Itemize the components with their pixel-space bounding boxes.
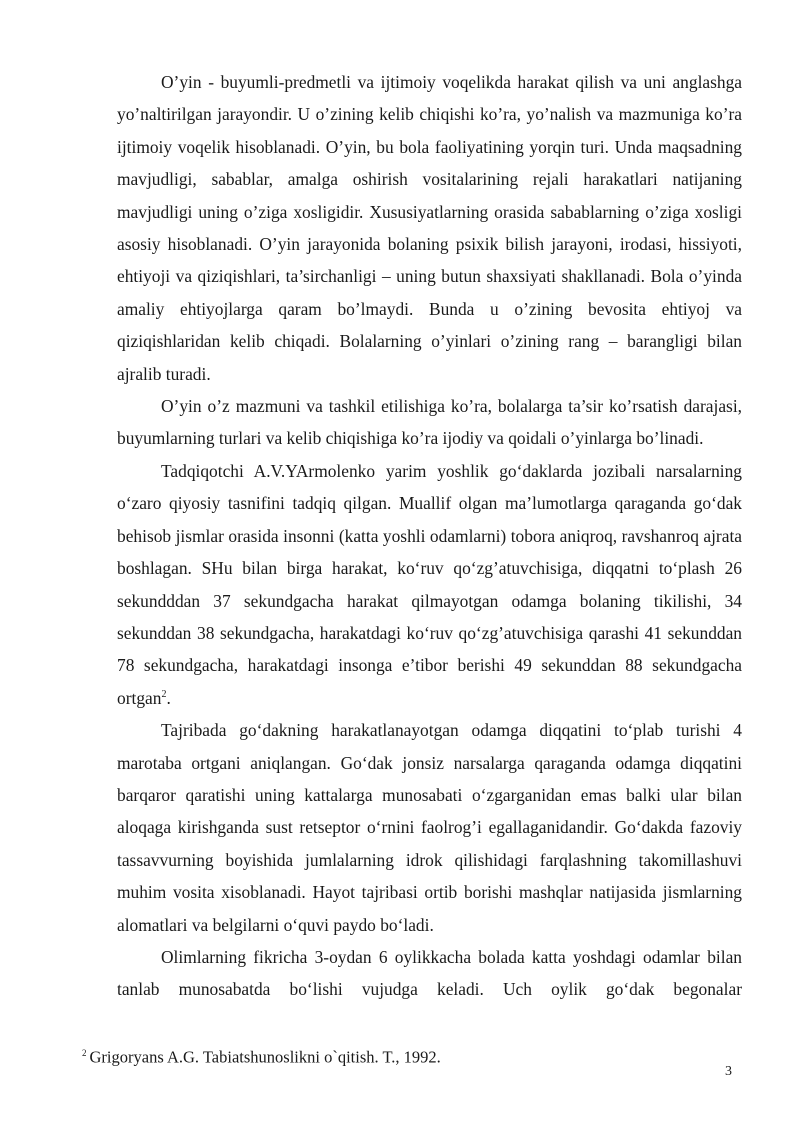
- footnote-mark: 2: [82, 1048, 87, 1058]
- page-number: 3: [725, 1064, 732, 1079]
- paragraph-1-text: O’yin - buyumli-predmetli va ijtimoiy voqelikda harakat qilish va uni anglashga yo’naltirilgan jarayondir. U o’zining kelib chiqishi ko’ra, yo’nalish va mazmuniga ko’ra ijtimoiy voqelik hisoblanadi. O’yin, bu bola faoliyatining yorqin turi. Unda maqsadning mavjudligi, sabablar, amalga oshirish vositalarining rejali harakatlari natijaning mavjudligi uning o’ziga xosligidir. Xususiyatlarning orasida sabablarning o’ziga xosligi asosiy hisoblanadi. O’yin jarayonida bolaning psixik bilish jarayoni, irodasi, hissiyoti, ehtiyoji va qiziqishlari, ta’sirchanligi – uning butun shaxsiyati shakllanadi. Bola o’yinda amaliy ehtiyojlarga qaram bo’lmaydi. Bunda u o’zining bevosita ehtiyoj va qiziqishlaridan kelib chiqadi. Bolalarning o’yinlari o’zining rang – barangligi bilan ajralib turadi.: [117, 72, 742, 384]
- paragraph-5: [117, 941, 742, 1006]
- paragraph-4: [117, 714, 742, 941]
- paragraph-4-text: Tajribada go‘dakning harakatlanayotgan odamga diqqatini to‘plab turishi 4 marotaba ortgani aniqlangan. Go‘dak jonsiz narsalarga qaraganda odamga diqqatini barqaror qaratishi uning kattalarga munosabati o‘zgarganidan emas balki ular bilan aloqaga kirishganda sust retseptor o‘rnini faolrog’i egallaganidandir. Go‘dakda fazoviy tassavvurning boyishida jumlalarning idrok qilishidagi farqlashning takomillashuvi muhim vosita xisoblanadi. Hayot tajribasi ortib borishi mashqlar natijasida jismlarning alomatlari va belgilarni o‘quvi paydo bo‘ladi.: [117, 720, 742, 935]
- footnote: [82, 1042, 742, 1069]
- paragraph-2-text: O’yin o’z mazmuni va tashkil etilishiga ko’ra, bolalarga ta’sir ko’rsatish darajasi, buyumlarning turlari va kelib chiqishiga ko’ra ijodiy va qoidali o’yinlarga bo’linadi.: [117, 396, 742, 449]
- paragraph-2: [117, 390, 742, 455]
- paragraph-1: [117, 66, 742, 390]
- footnote-reference[interactable]: 2: [161, 688, 167, 700]
- paragraph-3-text: Tadqiqotchi A.V.YArmolenko yarim yoshlik go‘daklarda jozibali narsalarning o‘zaro qiyosiy tasnifini tadqiq qilgan. Muallif olgan ma’lumotlarga qaraganda go‘dak behisob jismlar orasida insonni (katta yoshli odamlarni) tobora aniqroq, ravshanroq ajrata boshlagan. SHu bilan birga harakat, ko‘ruv qo‘zg’atuvchisiga, diqqatni to‘plash 26 sekundddan 37 sekundgacha harakat qilmayotgan odamga bolaning tikilishi, 34 sekunddan 38 sekundgacha, harakatdagi ko‘ruv qo‘zg’atuvchisiga qarashi 41 sekunddan 78 sekundgacha, harakatdagi insonga e’tibor berishi 49 sekunddan 88 sekundgacha ortgan: [117, 460, 742, 708]
- paragraph-5-text: Olimlarning fikricha 3-oydan 6 oylikkacha bolada katta yoshdagi odamlar bilan tanlab munosabatda bo‘lishi vujudga keladi. Uch oylik go‘dak begonalar: [117, 946, 742, 1000]
- body-text: [117, 66, 742, 1006]
- paragraph-3: [117, 455, 742, 714]
- footnote-text: Grigoryans A.G. Tabiatshunoslikni o`qitish. T., 1992.: [89, 1047, 441, 1067]
- paragraph-3-end: .: [166, 687, 171, 708]
